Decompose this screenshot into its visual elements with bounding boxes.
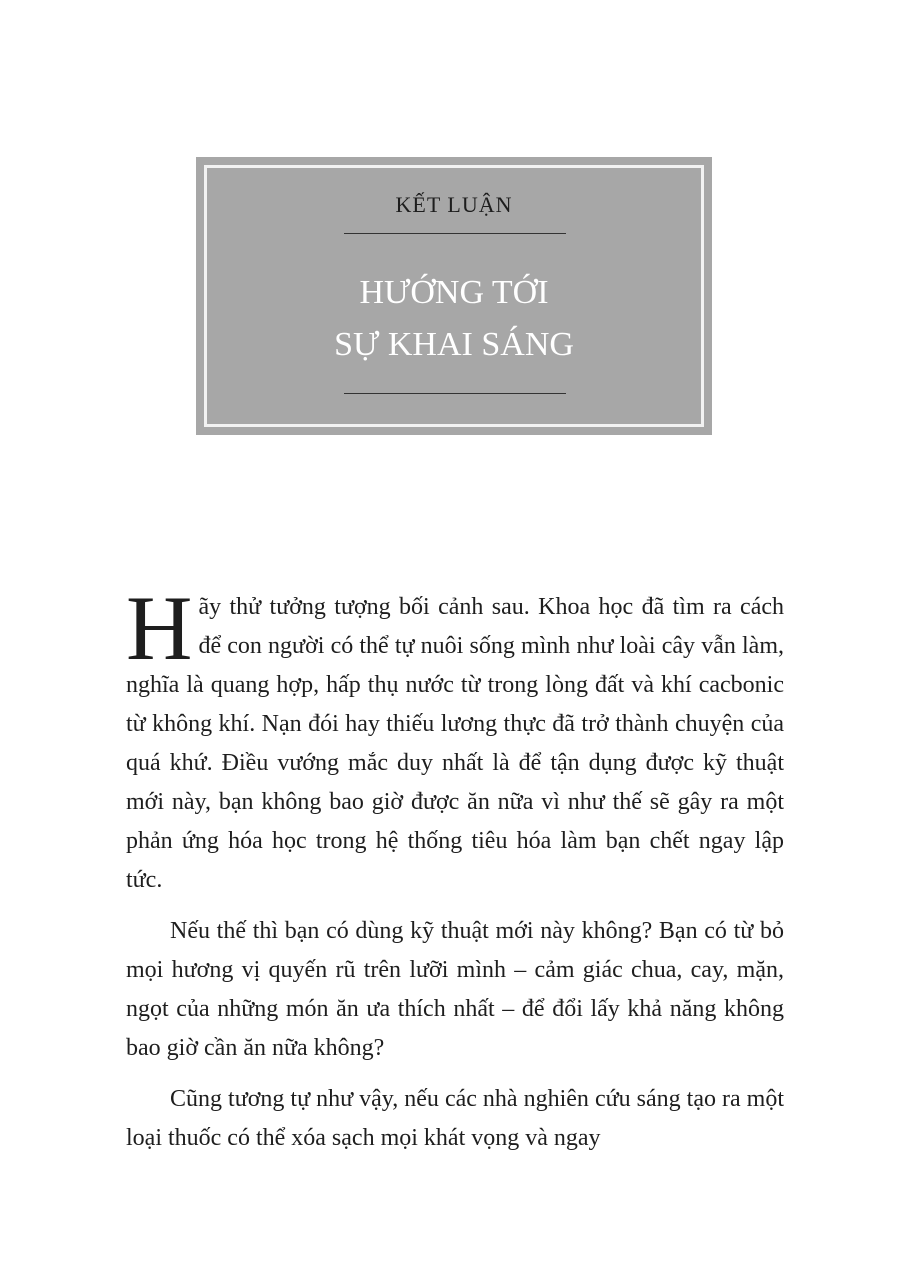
drop-cap: H xyxy=(126,577,193,679)
paragraph-1-text: ãy thử tưởng tượng bối cảnh sau. Khoa học đã tìm ra cách để con người có thể tự nuôi sống mình như loài cây vẫn làm, nghĩa là quang hợp, hấp thụ nước từ trong lòng đất và khí cacbonic từ không khí. Nạn đói hay thiếu lương thực đã trở thành chuyện của quá khứ. Điều vướng mắc duy nhất là để tận dụng được kỹ thuật mới này, bạn không bao giờ được ăn nữa vì như thế sẽ gây ra một phản ứng hóa học trong hệ thống tiêu hóa làm bạn chết ngay lập tức. xyxy=(126,594,784,893)
chapter-title-frame xyxy=(204,165,704,427)
title-divider-bottom xyxy=(344,393,566,394)
chapter-title-line-2: SỰ KHAI SÁNG xyxy=(334,326,574,363)
paragraph-3: Cũng tương tự như vậy, nếu các nhà nghiên cứu sáng tạo ra một loại thuốc có thể xóa sạch mọi khát vọng và ngay xyxy=(126,1086,784,1151)
chapter-title-line-1: HƯỚNG TỚI xyxy=(359,274,549,311)
paragraph-2: Nếu thế thì bạn có dùng kỹ thuật mới này không? Bạn có từ bỏ mọi hương vị quyến rũ trên lưỡi mình – cảm giác chua, cay, mặn, ngọt của những món ăn ưa thích nhất – để đổi lấy khả năng không bao giờ cần ăn nữa không? xyxy=(126,918,784,1061)
chapter-title xyxy=(207,267,701,371)
body-text xyxy=(126,577,784,1170)
chapter-label: KẾT LUẬN xyxy=(395,192,513,217)
paragraph-1 xyxy=(126,577,784,900)
title-divider-top xyxy=(344,233,566,234)
chapter-title-box xyxy=(196,157,712,435)
